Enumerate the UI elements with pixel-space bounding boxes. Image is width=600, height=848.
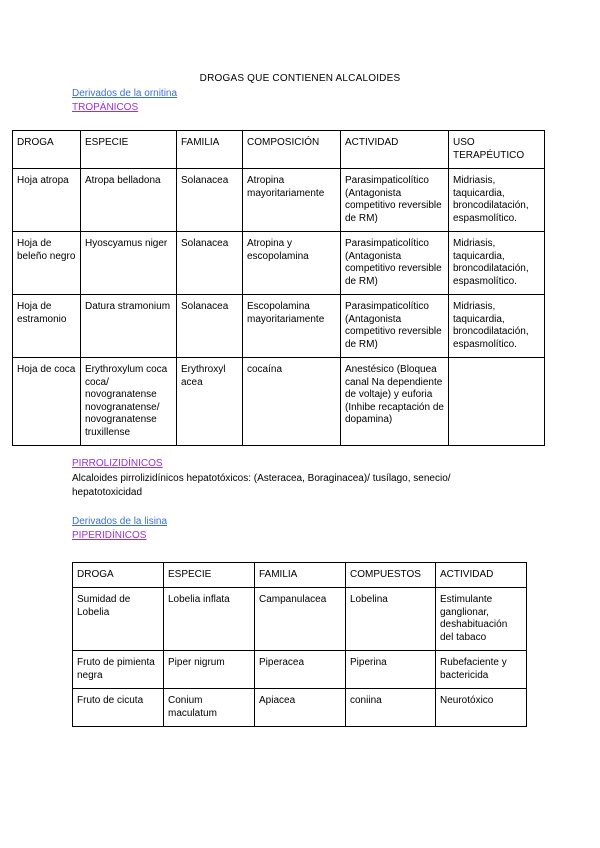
table-cell: Midriasis, taquicardia, broncodilatación, espasmolítico.: [449, 295, 545, 358]
table-cell: Apiacea: [255, 689, 346, 727]
header-cell: FAMILIA: [177, 131, 243, 169]
header-cell: ESPECIE: [164, 563, 255, 588]
table-cell: Lobelina: [346, 588, 436, 651]
table-row: [73, 588, 527, 651]
table-cell: Hoja atropa: [13, 169, 81, 232]
table-cell: Sumidad de Lobelia: [73, 588, 164, 651]
table-row: [13, 232, 545, 295]
table-cell: Piperacea: [255, 651, 346, 689]
header-cell: COMPUESTOS: [346, 563, 436, 588]
table-cell: coniina: [346, 689, 436, 727]
table-header-row: [73, 563, 527, 588]
table-cell: Escopolamina mayoritariamente: [243, 295, 341, 358]
table-cell: Hoja de beleño negro: [13, 232, 81, 295]
table-row: [13, 169, 545, 232]
header-cell: ESPECIE: [81, 131, 177, 169]
table-cell: Campanulacea: [255, 588, 346, 651]
table-cell: Atropina mayoritariamente: [243, 169, 341, 232]
header-cell: COMPOSICIÓN: [243, 131, 341, 169]
table-cell: Solanacea: [177, 232, 243, 295]
table-cell: Parasimpaticolítico (Antagonista competitivo reversible de RM): [341, 295, 449, 358]
table-row: [73, 689, 527, 727]
table-header-row: [13, 131, 545, 169]
ornitina-link[interactable]: Derivados de la ornitina: [72, 88, 178, 99]
table-cell: Hoja de estramonio: [13, 295, 81, 358]
pirrolizidinicos-text-line-1: Alcaloides pirrolizidínicos hepatotóxicos: (Asteracea, Boraginacea)/ tusílago, senecio/: [72, 473, 451, 484]
table-cell: Fruto de cicuta: [73, 689, 164, 727]
table-cell: Midriasis, taquicardia, broncodilatación, espasmolítico.: [449, 169, 545, 232]
table-row: [73, 651, 527, 689]
table-cell: Anestésico (Bloquea canal Na dependiente de voltaje) y euforia (Inhibe recaptación de dopamina): [341, 358, 449, 446]
table-cell: Parasimpaticolítico (Antagonista competitivo reversible de RM): [341, 169, 449, 232]
table-cell: Midriasis, taquicardia, broncodilatación, espasmolítico.: [449, 232, 545, 295]
table-row: [13, 358, 545, 446]
table-cell: Datura stramonium: [81, 295, 177, 358]
table-cell: Erythroxylum coca coca/ novogranatense novogranatense/ novogranatense truxillense: [81, 358, 177, 446]
header-cell: DROGA: [13, 131, 81, 169]
table-cell: Erythroxyl acea: [177, 358, 243, 446]
table-cell: Estimulante ganglionar, deshabituación del tabaco: [436, 588, 527, 651]
table-cell: Solanacea: [177, 169, 243, 232]
table-cell: [449, 358, 545, 446]
table-cell: Piperina: [346, 651, 436, 689]
tropanicos-link[interactable]: TROPÁNICOS: [72, 102, 139, 113]
header-cell: USO TERAPÉUTICO: [449, 131, 545, 169]
table-cell: Atropa belladona: [81, 169, 177, 232]
header-cell: FAMILIA: [255, 563, 346, 588]
page-title: DROGAS QUE CONTIENEN ALCALOIDES: [199, 73, 401, 84]
tropanicos-table: [12, 130, 545, 446]
table-cell: Rubefaciente y bactericida: [436, 651, 527, 689]
pirrolizidinicos-link[interactable]: PIRROLIZIDÍNICOS: [72, 458, 163, 469]
table-cell: Atropina y escopolamina: [243, 232, 341, 295]
table-row: [13, 295, 545, 358]
pirrolizidinicos-text-line-2: hepatotoxicidad: [72, 487, 143, 498]
header-cell: ACTIVIDAD: [436, 563, 527, 588]
table-cell: Lobelia inflata: [164, 588, 255, 651]
table-cell: Parasimpaticolítico (Antagonista competitivo reversible de RM): [341, 232, 449, 295]
header-cell: DROGA: [73, 563, 164, 588]
table-cell: Hyoscyamus niger: [81, 232, 177, 295]
header-cell: ACTIVIDAD: [341, 131, 449, 169]
table-cell: Fruto de pimienta negra: [73, 651, 164, 689]
table-cell: Hoja de coca: [13, 358, 81, 446]
table-cell: cocaína: [243, 358, 341, 446]
table-cell: Conium maculatum: [164, 689, 255, 727]
lisina-link[interactable]: Derivados de la lisina: [72, 516, 168, 527]
piperidinicos-link[interactable]: PIPERIDÍNICOS: [72, 530, 147, 541]
table-cell: Neurotóxico: [436, 689, 527, 727]
table-cell: Solanacea: [177, 295, 243, 358]
piperidinicos-table: [72, 562, 527, 727]
table-cell: Piper nigrum: [164, 651, 255, 689]
